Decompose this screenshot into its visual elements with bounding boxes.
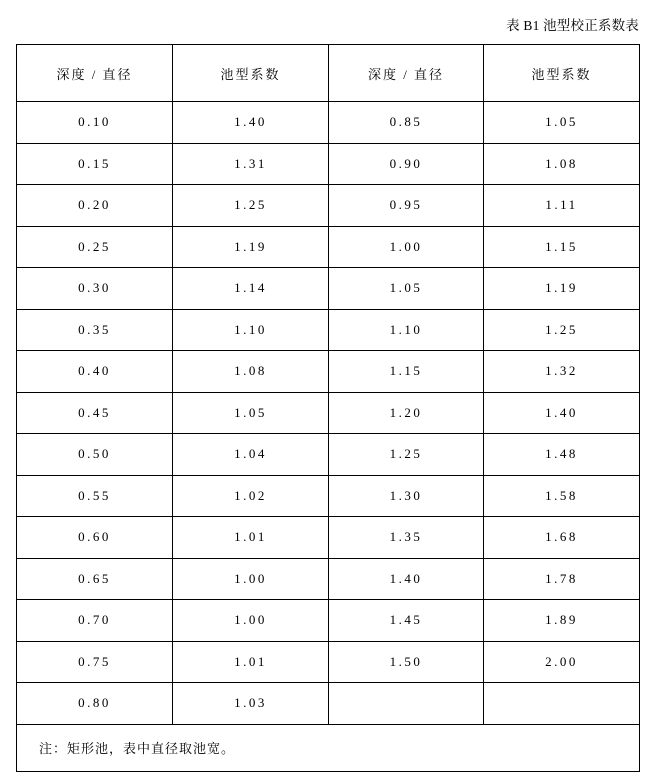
table-row [17, 392, 640, 434]
table-row [17, 226, 640, 268]
cell-depth-diameter-2: 1.35 [329, 517, 484, 559]
cell-depth-diameter-1: 0.65 [17, 558, 173, 600]
cell-coefficient-1: 1.10 [173, 309, 329, 351]
cell-coefficient-2: 1.68 [484, 517, 640, 559]
table-container [0, 44, 655, 772]
cell-coefficient-2: 1.05 [484, 102, 640, 144]
cell-coefficient-2: 1.32 [484, 351, 640, 393]
table-row [17, 185, 640, 227]
table-note-row [17, 724, 640, 771]
cell-coefficient-2: 1.48 [484, 434, 640, 476]
cell-coefficient-1: 1.25 [173, 185, 329, 227]
table-row [17, 309, 640, 351]
cell-coefficient-2: 1.08 [484, 143, 640, 185]
cell-coefficient-1: 1.19 [173, 226, 329, 268]
cell-coefficient-2 [484, 683, 640, 725]
table-row [17, 102, 640, 144]
cell-depth-diameter-2: 0.95 [329, 185, 484, 227]
table-row [17, 641, 640, 683]
cell-depth-diameter-1: 0.50 [17, 434, 173, 476]
table-row [17, 475, 640, 517]
cell-depth-diameter-1: 0.15 [17, 143, 173, 185]
table-row [17, 683, 640, 725]
cell-depth-diameter-2: 1.05 [329, 268, 484, 310]
table-note: 注：矩形池，表中直径取池宽。 [17, 724, 640, 771]
cell-coefficient-2: 1.19 [484, 268, 640, 310]
table-row [17, 517, 640, 559]
table-row [17, 600, 640, 642]
cell-coefficient-1: 1.31 [173, 143, 329, 185]
cell-depth-diameter-2: 0.85 [329, 102, 484, 144]
cell-coefficient-2: 1.58 [484, 475, 640, 517]
cell-depth-diameter-2: 0.90 [329, 143, 484, 185]
cell-depth-diameter-1: 0.40 [17, 351, 173, 393]
cell-depth-diameter-2: 1.45 [329, 600, 484, 642]
cell-coefficient-1: 1.01 [173, 517, 329, 559]
cell-depth-diameter-2: 1.50 [329, 641, 484, 683]
cell-coefficient-1: 1.00 [173, 558, 329, 600]
column-header-coefficient-2: 池型系数 [484, 45, 640, 102]
cell-depth-diameter-1: 0.55 [17, 475, 173, 517]
cell-coefficient-2: 1.25 [484, 309, 640, 351]
cell-depth-diameter-1: 0.25 [17, 226, 173, 268]
column-header-depth-diameter-2: 深度 / 直径 [329, 45, 484, 102]
cell-coefficient-1: 1.08 [173, 351, 329, 393]
cell-depth-diameter-1: 0.10 [17, 102, 173, 144]
table-caption: 表 B1 池型校正系数表 [506, 18, 639, 33]
cell-coefficient-2: 2.00 [484, 641, 640, 683]
pool-shape-correction-table [16, 44, 640, 772]
cell-coefficient-1: 1.00 [173, 600, 329, 642]
cell-depth-diameter-1: 0.70 [17, 600, 173, 642]
column-header-coefficient-1: 池型系数 [173, 45, 329, 102]
table-row [17, 143, 640, 185]
table-row [17, 558, 640, 600]
cell-depth-diameter-2: 1.20 [329, 392, 484, 434]
cell-coefficient-2: 1.78 [484, 558, 640, 600]
cell-coefficient-1: 1.01 [173, 641, 329, 683]
cell-depth-diameter-1: 0.75 [17, 641, 173, 683]
cell-depth-diameter-1: 0.45 [17, 392, 173, 434]
cell-depth-diameter-1: 0.35 [17, 309, 173, 351]
cell-depth-diameter-2: 1.10 [329, 309, 484, 351]
cell-depth-diameter-2: 1.30 [329, 475, 484, 517]
cell-coefficient-1: 1.40 [173, 102, 329, 144]
cell-depth-diameter-1: 0.80 [17, 683, 173, 725]
table-row [17, 268, 640, 310]
cell-depth-diameter-1: 0.60 [17, 517, 173, 559]
cell-coefficient-1: 1.14 [173, 268, 329, 310]
cell-depth-diameter-2: 1.00 [329, 226, 484, 268]
cell-coefficient-2: 1.40 [484, 392, 640, 434]
table-row [17, 351, 640, 393]
cell-coefficient-2: 1.89 [484, 600, 640, 642]
column-header-depth-diameter-1: 深度 / 直径 [17, 45, 173, 102]
cell-depth-diameter-2: 1.15 [329, 351, 484, 393]
cell-coefficient-1: 1.04 [173, 434, 329, 476]
cell-coefficient-2: 1.15 [484, 226, 640, 268]
cell-coefficient-1: 1.05 [173, 392, 329, 434]
cell-depth-diameter-2 [329, 683, 484, 725]
cell-depth-diameter-2: 1.25 [329, 434, 484, 476]
cell-depth-diameter-1: 0.20 [17, 185, 173, 227]
cell-depth-diameter-1: 0.30 [17, 268, 173, 310]
cell-coefficient-1: 1.02 [173, 475, 329, 517]
table-row [17, 434, 640, 476]
cell-coefficient-1: 1.03 [173, 683, 329, 725]
cell-depth-diameter-2: 1.40 [329, 558, 484, 600]
cell-coefficient-2: 1.11 [484, 185, 640, 227]
table-header-row [17, 45, 640, 102]
